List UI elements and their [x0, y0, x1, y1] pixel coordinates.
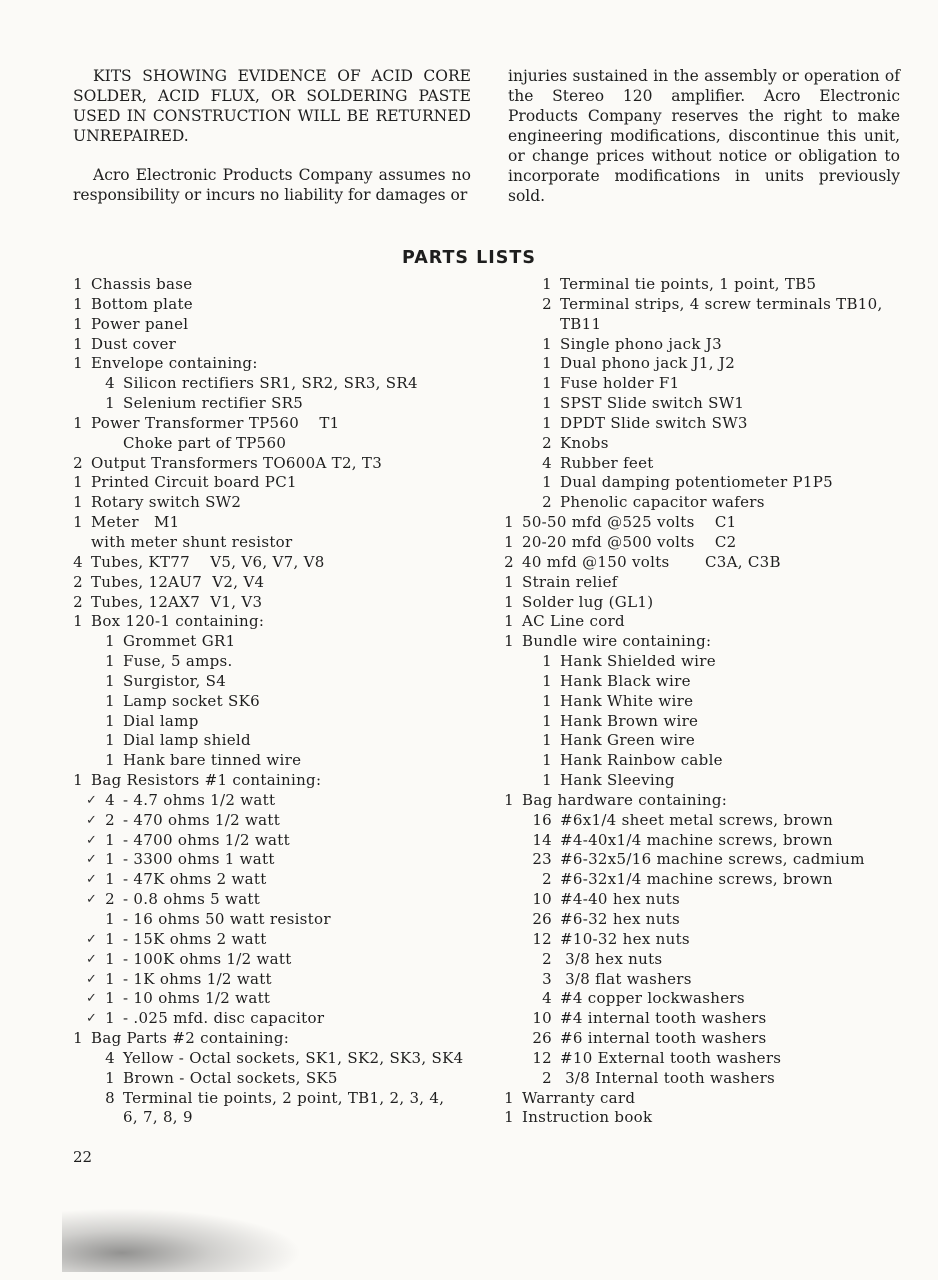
item-description: Lamp socket SK6 — [123, 691, 260, 710]
item-quantity: 2 — [542, 493, 552, 512]
parts-list-item — [500, 989, 920, 1009]
item-description: - 470 ohms 1/2 watt — [123, 810, 281, 829]
parts-list-item — [73, 731, 493, 751]
item-quantity: 4 — [542, 453, 552, 472]
item-description: Instruction book — [522, 1108, 653, 1127]
item-quantity: 1 — [73, 493, 83, 512]
parts-list-item — [73, 850, 493, 870]
parts-list-item — [73, 414, 493, 434]
item-description: - 15K ohms 2 watt — [123, 929, 267, 948]
parts-list-item — [500, 791, 920, 811]
parts-list-item — [73, 275, 493, 295]
page-number: 22 — [73, 1148, 93, 1166]
handwritten-check-mark-icon: ✓ — [86, 892, 98, 908]
item-quantity: 2 — [73, 572, 83, 591]
item-quantity: 1 — [73, 771, 83, 790]
item-description: Tubes, 12AX7 V1, V3 — [91, 592, 263, 611]
item-quantity: 1 — [504, 572, 514, 591]
parts-list-item — [73, 1089, 493, 1109]
parts-list-item — [500, 553, 920, 573]
item-quantity: 1 — [105, 691, 115, 710]
parts-list-item — [500, 890, 920, 910]
parts-list-item — [73, 652, 493, 672]
item-description: Meter M1 — [91, 513, 180, 532]
acid-solder-warning: KITS SHOWING EVIDENCE OF ACID CORE SOLDER, ACID FLUX, OR SOLDERING PASTE USED IN CONSTRUCTION WILL BE RETURNED UNREPAIRED. — [73, 67, 471, 145]
parts-list-item — [500, 434, 920, 454]
item-description: 3/8 flat washers — [560, 969, 692, 988]
item-quantity: 1 — [73, 413, 83, 432]
item-quantity: 1 — [73, 473, 83, 492]
handwritten-check-mark-icon: ✓ — [86, 852, 98, 868]
item-quantity: 1 — [542, 652, 552, 671]
item-quantity — [101, 434, 115, 454]
item-quantity: 1 — [105, 394, 115, 413]
handwritten-check-mark-icon: ✓ — [86, 931, 98, 947]
item-description: Hank Shielded wire — [560, 652, 716, 671]
parts-list-item — [500, 473, 920, 493]
item-quantity: 1 — [105, 1009, 115, 1028]
item-description: - 10 ohms 1/2 watt — [123, 989, 271, 1008]
parts-list-item — [500, 930, 920, 950]
item-description: Printed Circuit board PC1 — [91, 473, 297, 492]
parts-list-item — [73, 910, 493, 930]
handwritten-check-mark-icon: ✓ — [86, 971, 98, 987]
item-description: Hank Rainbow cable — [560, 751, 723, 770]
item-description: Hank Black wire — [560, 671, 691, 690]
item-description: Hank White wire — [560, 691, 694, 710]
liability-disclaimer-start: Acro Electronic Products Company assumes no responsibility or incurs no liability for damages or — [73, 166, 471, 204]
parts-list-item — [500, 573, 920, 593]
parts-list-item — [73, 692, 493, 712]
item-description: #10 External tooth washers — [560, 1048, 782, 1067]
parts-list-item — [73, 1009, 493, 1029]
parts-list-item — [500, 513, 920, 533]
item-quantity: 1 — [73, 314, 83, 333]
item-description: Warranty card — [522, 1088, 636, 1107]
item-quantity: 2 — [542, 1068, 552, 1087]
item-quantity — [520, 315, 552, 335]
parts-list-item — [73, 632, 493, 652]
item-description: Terminal tie points, 2 point, TB1, 2, 3, 4, — [123, 1088, 445, 1107]
parts-list-item — [500, 612, 920, 632]
parts-list-item — [500, 1049, 920, 1069]
item-description: Dial lamp — [123, 711, 199, 730]
parts-list-item — [73, 394, 493, 414]
item-description: Dust cover — [91, 334, 177, 353]
item-description: Strain relief — [522, 572, 618, 591]
item-description: Knobs — [560, 433, 609, 452]
item-description: Power panel — [91, 314, 189, 333]
item-description: Surgistor, S4 — [123, 671, 227, 690]
item-description: - .025 mfd. disc capacitor — [123, 1009, 325, 1028]
intro-right-column — [508, 66, 900, 206]
parts-list-item — [73, 930, 493, 950]
item-description: - 1K ohms 1/2 watt — [123, 969, 272, 988]
item-quantity: 1 — [105, 751, 115, 770]
parts-list-item — [500, 870, 920, 890]
parts-list-item — [73, 354, 493, 374]
item-quantity: 2 — [504, 552, 514, 571]
item-quantity: 4 — [105, 790, 115, 809]
handwritten-check-mark-icon: ✓ — [86, 991, 98, 1007]
parts-list-item — [500, 394, 920, 414]
item-quantity: 3 — [542, 969, 552, 988]
parts-list-item — [500, 950, 920, 970]
parts-list-item — [73, 1108, 493, 1128]
item-description: Envelope containing: — [91, 354, 258, 373]
parts-list-item — [73, 374, 493, 394]
parts-list-item — [500, 1108, 920, 1128]
parts-list-item — [500, 652, 920, 672]
item-quantity: 2 — [542, 949, 552, 968]
item-description: 50-50 mfd @525 volts C1 — [522, 513, 737, 532]
item-description: #4 copper lockwashers — [560, 989, 745, 1008]
item-description: Dual damping potentiometer P1P5 — [560, 473, 833, 492]
item-quantity: 10 — [532, 1009, 552, 1028]
item-description: Dial lamp shield — [123, 731, 251, 750]
item-quantity: 26 — [532, 1029, 552, 1048]
parts-list-item — [73, 593, 493, 613]
item-description: Terminal strips, 4 screw terminals TB10, — [560, 294, 883, 313]
item-quantity: 1 — [542, 473, 552, 492]
parts-list-item — [73, 970, 493, 990]
item-quantity: 2 — [73, 453, 83, 472]
parts-list-item — [73, 513, 493, 533]
item-description: Chassis base — [91, 275, 193, 293]
item-description: Fuse, 5 amps. — [123, 652, 233, 671]
parts-list-item — [73, 831, 493, 851]
parts-list-item — [500, 831, 920, 851]
item-quantity: 2 — [73, 592, 83, 611]
item-quantity: 1 — [504, 592, 514, 611]
item-description: Brown - Octal sockets, SK5 — [123, 1068, 338, 1087]
item-description: - 47K ohms 2 watt — [123, 870, 267, 889]
item-description: DPDT Slide switch SW3 — [560, 413, 748, 432]
item-quantity: 2 — [542, 294, 552, 313]
parts-list-item — [73, 1049, 493, 1069]
item-quantity: 1 — [504, 790, 514, 809]
parts-list-left-column — [73, 275, 493, 1128]
parts-list-item — [500, 295, 920, 315]
parts-list-item — [500, 1009, 920, 1029]
item-quantity: 26 — [532, 910, 552, 928]
parts-list-item — [73, 771, 493, 791]
parts-list-item — [73, 315, 493, 335]
parts-list-item — [500, 811, 920, 831]
item-quantity: 1 — [105, 830, 115, 849]
parts-list-item — [500, 850, 920, 870]
handwritten-check-mark-icon: ✓ — [86, 792, 98, 808]
item-quantity: 1 — [542, 691, 552, 710]
scan-smudge — [62, 1208, 302, 1272]
item-quantity: 23 — [532, 850, 552, 869]
item-description: Hank Sleeving — [560, 771, 675, 790]
item-quantity: 1 — [105, 652, 115, 671]
item-quantity: 1 — [542, 374, 552, 393]
item-description: 6, 7, 8, 9 — [123, 1108, 193, 1127]
item-quantity: 1 — [73, 354, 83, 373]
item-quantity: 1 — [105, 969, 115, 988]
item-quantity: 1 — [73, 275, 83, 293]
item-quantity: 1 — [504, 532, 514, 551]
parts-list-item — [500, 315, 920, 335]
item-description: Hank Brown wire — [560, 711, 699, 730]
handwritten-check-mark-icon: ✓ — [86, 951, 98, 967]
parts-list-item — [500, 493, 920, 513]
parts-list-item — [500, 533, 920, 553]
parts-list-item — [500, 1069, 920, 1089]
item-quantity: 1 — [73, 513, 83, 532]
parts-list-item — [73, 573, 493, 593]
parts-list-item — [500, 593, 920, 613]
item-quantity: 1 — [73, 294, 83, 313]
item-description: AC Line cord — [522, 612, 625, 631]
item-quantity: 1 — [542, 751, 552, 770]
item-description: #4-40x1/4 machine screws, brown — [560, 830, 833, 849]
parts-list-item — [500, 672, 920, 692]
parts-list-item — [500, 632, 920, 652]
item-quantity: 1 — [542, 334, 552, 353]
item-quantity: 1 — [542, 413, 552, 432]
item-quantity: 1 — [542, 731, 552, 750]
parts-list-item — [73, 553, 493, 573]
item-quantity: 16 — [532, 810, 552, 829]
parts-list-item — [500, 751, 920, 771]
item-description: Hank Green wire — [560, 731, 696, 750]
item-quantity: 1 — [105, 850, 115, 869]
item-quantity: 1 — [105, 949, 115, 968]
item-quantity: 1 — [105, 929, 115, 948]
item-description: - 4.7 ohms 1/2 watt — [123, 790, 276, 809]
item-description: Single phono jack J3 — [560, 334, 722, 353]
item-quantity: 8 — [105, 1088, 115, 1107]
parts-list-item — [500, 970, 920, 990]
item-quantity: 1 — [73, 612, 83, 631]
item-quantity: 1 — [73, 334, 83, 353]
parts-list-item — [73, 454, 493, 474]
item-quantity: 1 — [105, 731, 115, 750]
item-quantity: 1 — [542, 711, 552, 730]
item-description: Grommet GR1 — [123, 632, 236, 651]
item-quantity: 2 — [105, 890, 115, 909]
item-description: Hank bare tinned wire — [123, 751, 302, 770]
parts-list-item — [73, 612, 493, 632]
parts-list-item — [73, 473, 493, 493]
parts-list-item — [500, 1029, 920, 1049]
parts-list-item — [73, 950, 493, 970]
item-quantity: 1 — [504, 1088, 514, 1107]
item-description: Power Transformer TP560 T1 — [91, 413, 340, 432]
item-description: Dual phono jack J1, J2 — [560, 354, 736, 373]
parts-list-item — [73, 672, 493, 692]
item-description: Tubes, KT77 V5, V6, V7, V8 — [91, 552, 325, 571]
item-quantity: 1 — [504, 632, 514, 651]
parts-list-item — [73, 533, 493, 553]
item-quantity: 14 — [532, 830, 552, 849]
item-description: Bottom plate — [91, 294, 193, 313]
item-description: Terminal tie points, 1 point, TB5 — [560, 275, 817, 293]
item-description: TB11 — [560, 314, 602, 333]
parts-list-item — [500, 454, 920, 474]
parts-list-item — [73, 295, 493, 315]
item-quantity: 1 — [105, 910, 115, 928]
item-quantity: 1 — [504, 513, 514, 532]
item-quantity: 4 — [73, 552, 83, 571]
item-description: Bag Resistors #1 containing: — [91, 771, 322, 790]
item-description: Fuse holder F1 — [560, 374, 680, 393]
parts-list-item — [73, 751, 493, 771]
item-quantity: 4 — [105, 1048, 115, 1067]
item-description: SPST Slide switch SW1 — [560, 394, 745, 413]
item-description: with meter shunt resistor — [91, 532, 293, 551]
item-description: #10-32 hex nuts — [560, 929, 690, 948]
item-description: Bag Parts #2 containing: — [91, 1029, 290, 1048]
item-description: Silicon rectifiers SR1, SR2, SR3, SR4 — [123, 374, 418, 393]
item-description: - 3300 ohms 1 watt — [123, 850, 275, 869]
item-quantity: 1 — [542, 275, 552, 293]
item-quantity: 2 — [542, 870, 552, 889]
item-description: 40 mfd @150 volts C3A, C3B — [522, 552, 781, 571]
parts-list-item — [500, 771, 920, 791]
parts-list-item — [73, 989, 493, 1009]
item-quantity: 1 — [504, 1108, 514, 1127]
item-quantity: 1 — [542, 394, 552, 413]
handwritten-check-mark-icon: ✓ — [86, 832, 98, 848]
item-quantity: 2 — [105, 810, 115, 829]
parts-list-item — [500, 731, 920, 751]
parts-list-item — [500, 414, 920, 434]
parts-list-item — [500, 275, 920, 295]
item-description: - 100K ohms 1/2 watt — [123, 949, 292, 968]
intro-left-column — [73, 66, 471, 205]
parts-list-item — [73, 712, 493, 732]
parts-list-item — [73, 1029, 493, 1049]
item-quantity: 10 — [532, 890, 552, 909]
item-description: Solder lug (GL1) — [522, 592, 654, 611]
item-quantity: 1 — [105, 632, 115, 651]
item-description: #4 internal tooth washers — [560, 1009, 767, 1028]
handwritten-check-mark-icon: ✓ — [86, 872, 98, 888]
item-quantity: 1 — [105, 671, 115, 690]
item-quantity: 12 — [532, 1048, 552, 1067]
parts-list-item — [73, 335, 493, 355]
item-description: Output Transformers TO600A T2, T3 — [91, 453, 383, 472]
item-description: - 4700 ohms 1/2 watt — [123, 830, 290, 849]
item-description: Rubber feet — [560, 453, 654, 472]
item-description: #6-32x1/4 machine screws, brown — [560, 870, 833, 889]
parts-list-item — [500, 712, 920, 732]
parts-list-item — [500, 335, 920, 355]
item-quantity: 1 — [542, 354, 552, 373]
parts-list-item — [500, 692, 920, 712]
item-quantity — [73, 533, 83, 553]
item-quantity: 1 — [105, 870, 115, 889]
parts-list-item — [73, 1069, 493, 1089]
item-quantity: 4 — [542, 989, 552, 1008]
parts-list-item — [500, 354, 920, 374]
item-description: #6x1/4 sheet metal screws, brown — [560, 810, 834, 829]
item-quantity: 1 — [542, 671, 552, 690]
item-quantity: 4 — [105, 374, 115, 393]
item-description: Choke part of TP560 — [123, 433, 287, 452]
item-description: Rotary switch SW2 — [91, 493, 242, 512]
item-description: - 16 ohms 50 watt resistor — [123, 910, 331, 928]
item-description: #6-32 hex nuts — [560, 910, 681, 928]
item-quantity: 2 — [542, 433, 552, 452]
item-quantity: 1 — [73, 1029, 83, 1048]
item-quantity: 1 — [504, 612, 514, 631]
item-description: #6 internal tooth washers — [560, 1029, 767, 1048]
item-description: #6-32x5/16 machine screws, cadmium — [560, 850, 865, 869]
item-description: Phenolic capacitor wafers — [560, 493, 765, 512]
item-quantity — [101, 1108, 115, 1128]
item-quantity: 1 — [105, 1068, 115, 1087]
item-quantity: 1 — [542, 771, 552, 790]
parts-list-item — [73, 890, 493, 910]
item-description: Bundle wire containing: — [522, 632, 712, 651]
item-description: - 0.8 ohms 5 watt — [123, 890, 261, 909]
item-description: Bag hardware containing: — [522, 790, 728, 809]
handwritten-check-mark-icon: ✓ — [86, 812, 98, 828]
item-description: 20-20 mfd @500 volts C2 — [522, 532, 737, 551]
parts-list-item — [73, 434, 493, 454]
parts-list-item — [500, 910, 920, 930]
parts-list-item — [73, 870, 493, 890]
parts-list-item — [500, 374, 920, 394]
parts-list-right-column — [500, 275, 920, 1128]
parts-list-item — [73, 791, 493, 811]
liability-disclaimer-end: injuries sustained in the assembly or operation of the Stereo 120 amplifier. Acro Electronic Products Company reserves the right to make engineering modifications, discontinue this unit, or change prices without notice or obligation to incorporate modifications in units previously sold. — [508, 67, 900, 205]
item-description: Selenium rectifier SR5 — [123, 394, 304, 413]
parts-list-item — [73, 811, 493, 831]
item-quantity: 12 — [532, 929, 552, 948]
item-description: #4-40 hex nuts — [560, 890, 681, 909]
item-description: 3/8 Internal tooth washers — [560, 1068, 776, 1087]
item-quantity: 1 — [105, 989, 115, 1008]
item-description: Yellow - Octal sockets, SK1, SK2, SK3, SK4 — [123, 1048, 464, 1067]
parts-lists-title: PARTS LISTS — [402, 248, 536, 268]
item-description: Box 120-1 containing: — [91, 612, 265, 631]
item-description: 3/8 hex nuts — [560, 949, 663, 968]
parts-list-item — [73, 493, 493, 513]
parts-list-item — [500, 1089, 920, 1109]
item-description: Tubes, 12AU7 V2, V4 — [91, 572, 265, 591]
handwritten-check-mark-icon: ✓ — [86, 1011, 98, 1027]
item-quantity: 1 — [105, 711, 115, 730]
